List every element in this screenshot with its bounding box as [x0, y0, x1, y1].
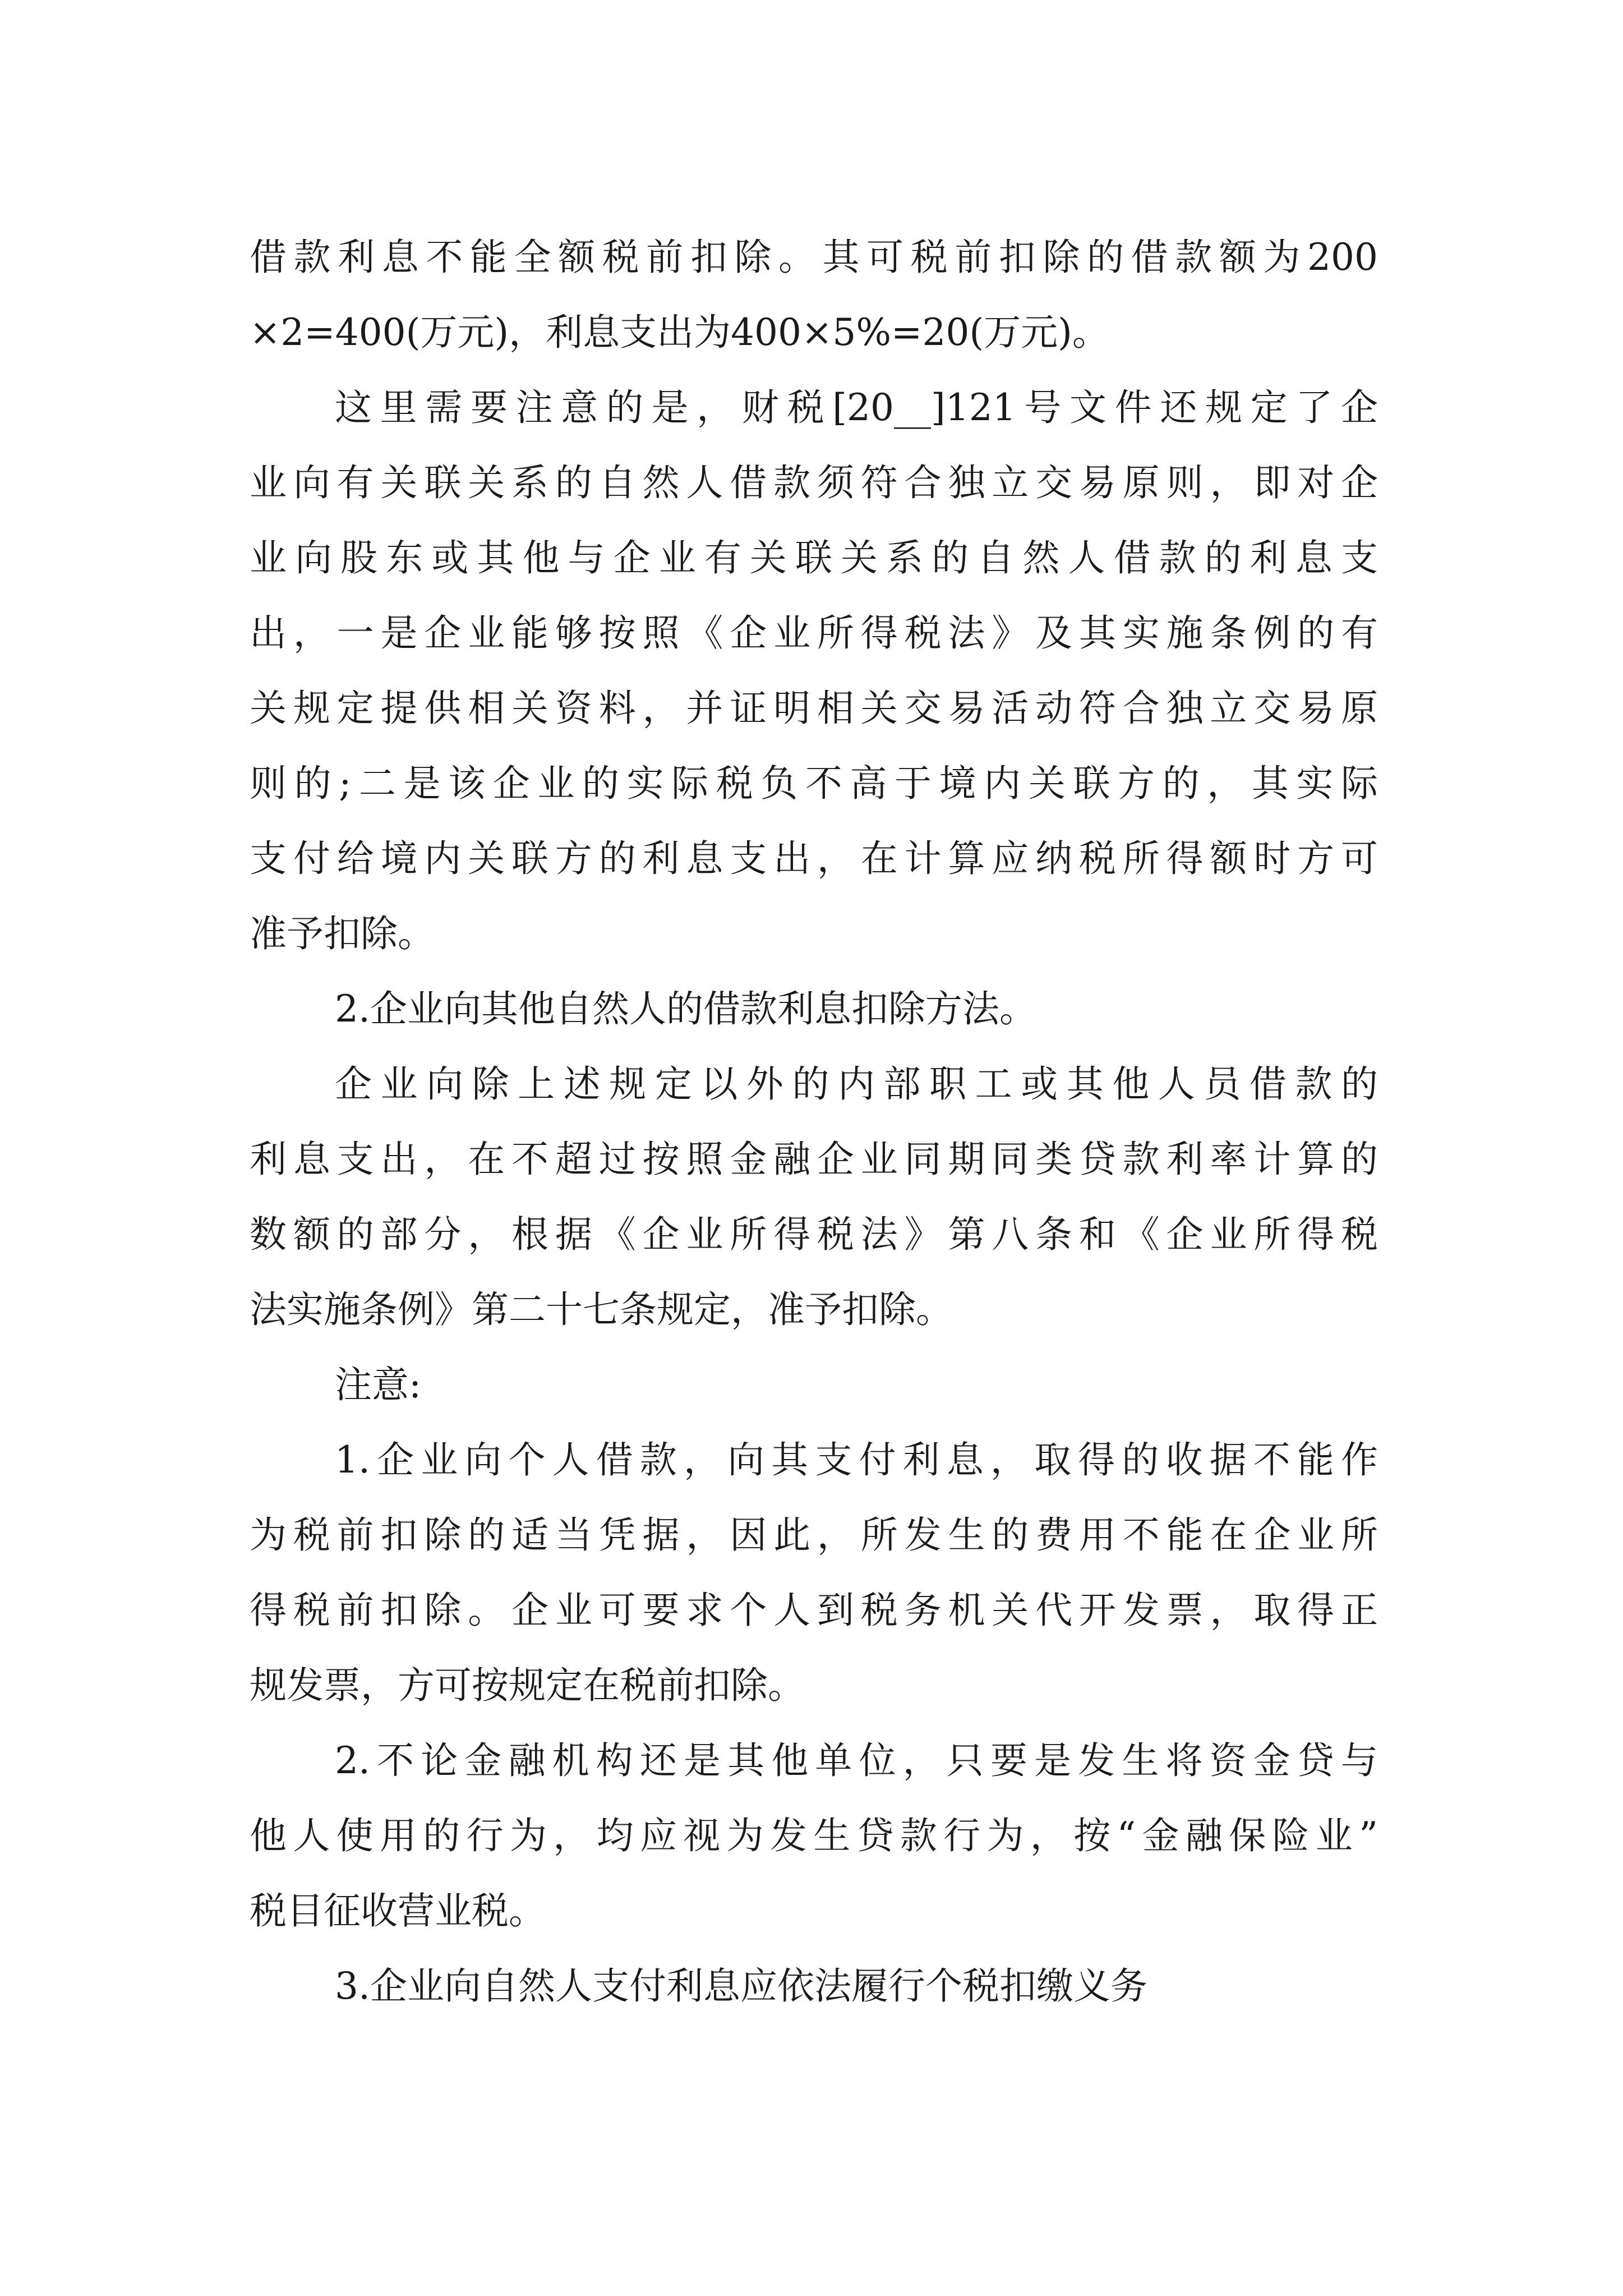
text-line: 3.企业向自然人支付利息应依法履行个税扣缴义务 — [335, 1964, 1147, 2008]
text-line: 法实施条例》第二十七条规定，准予扣除。 — [250, 1288, 953, 1331]
text-line: 为税前扣除的适当凭据，因此，所发生的费用不能在企业所 — [250, 1513, 1378, 1557]
text-line: 数额的部分，根据《企业所得税法》第八条和《企业所得税 — [250, 1213, 1378, 1256]
paragraph — [250, 1949, 1378, 2024]
text-line: 则的;二是该企业的实际税负不高于境内关联方的，其实际 — [250, 762, 1378, 805]
paragraph — [250, 220, 1378, 370]
text-line: 1.企业向个人借款，向其支付利息，取得的收据不能作 — [335, 1438, 1378, 1481]
paragraph — [250, 1423, 1378, 1723]
text-line: 业向股东或其他与企业有关联关系的自然人借款的利息支 — [250, 536, 1378, 579]
text-line: 规发票，方可按规定在税前扣除。 — [250, 1664, 805, 1707]
paragraph — [250, 1047, 1378, 1347]
text-line: 支付给境内关联方的利息支出，在计算应纳税所得额时方可 — [250, 837, 1378, 880]
paragraph — [250, 972, 1378, 1047]
text-line: 企业向除上述规定以外的内部职工或其他人员借款的 — [335, 1062, 1378, 1106]
text-line: 利息支出，在不超过按照金融企业同期同类贷款利率计算的 — [250, 1138, 1378, 1181]
paragraph — [250, 1723, 1378, 1949]
text-line: 关规定提供相关资料，并证明相关交易活动符合独立交易原 — [250, 687, 1378, 730]
text-line: 2.企业向其他自然人的借款利息扣除方法。 — [335, 987, 1036, 1030]
text-line: 借款利息不能全额税前扣除。其可税前扣除的借款额为200 — [250, 236, 1378, 279]
text-line: 得税前扣除。企业可要求个人到税务机关代开发票，取得正 — [250, 1589, 1378, 1632]
text-line: 注意: — [335, 1363, 422, 1406]
text-line: 这里需要注意的是，财税[20__]121号文件还规定了企 — [335, 386, 1378, 429]
text-line: 他人使用的行为，均应视为发生贷款行为，按“金融保险业” — [250, 1814, 1378, 1857]
document-body — [250, 220, 1378, 2024]
text-line: ×2=400(万元)，利息支出为400×5%=20(万元)。 — [250, 311, 1109, 354]
text-line: 准予扣除。 — [250, 912, 435, 955]
text-line: 出，一是企业能够按照《企业所得税法》及其实施条例的有 — [250, 611, 1378, 655]
text-line: 税目征收营业税。 — [250, 1889, 546, 1932]
text-line: 业向有关联关系的自然人借款须符合独立交易原则，即对企 — [250, 461, 1378, 504]
paragraph — [250, 370, 1378, 972]
paragraph — [250, 1347, 1378, 1423]
text-line: 2.不论金融机构还是其他单位，只要是发生将资金贷与 — [335, 1739, 1378, 1782]
